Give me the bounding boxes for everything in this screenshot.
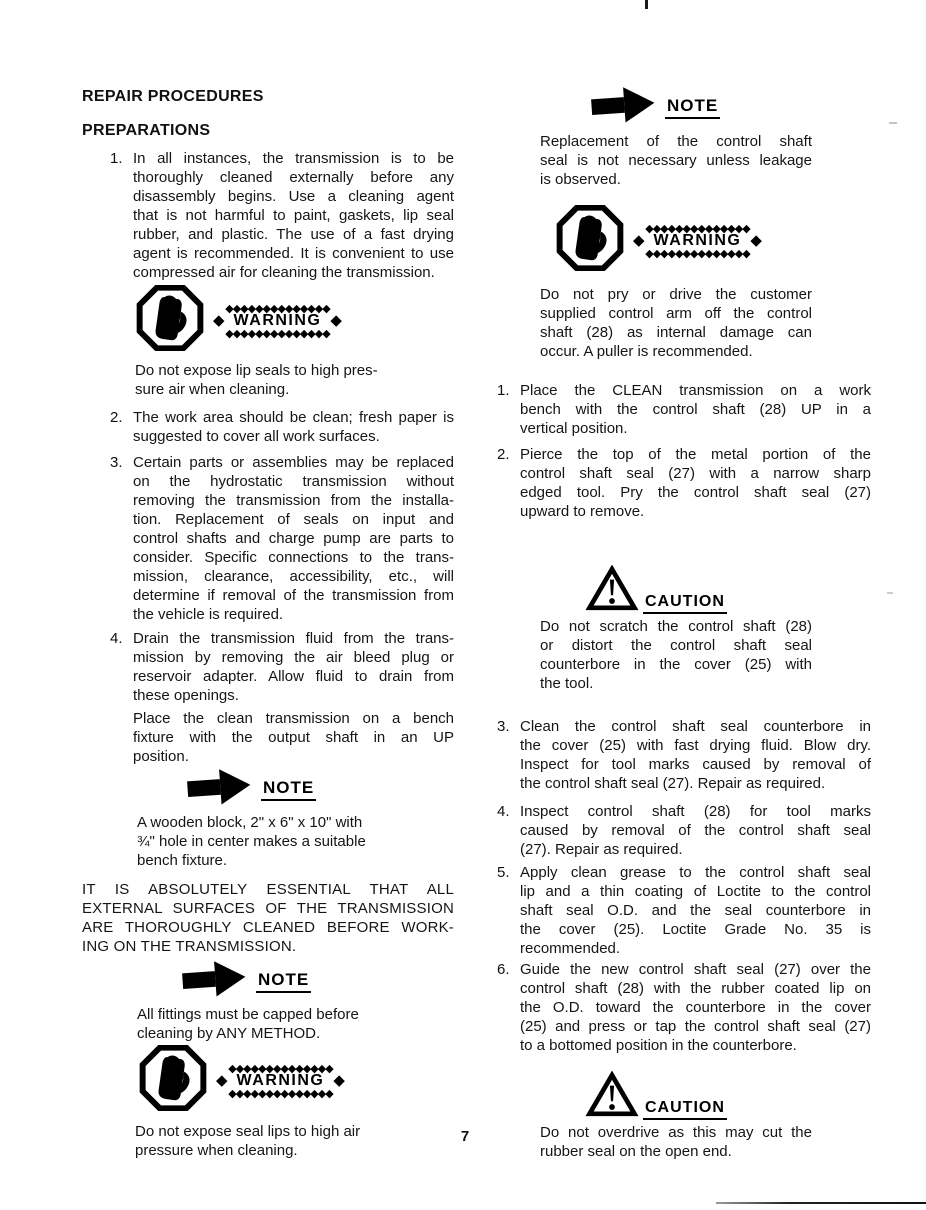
text-line: Do not scratch the control shaft (28) — [540, 618, 812, 635]
note-text — [137, 813, 417, 870]
text-line: ING ON THE TRANSMISSION. — [82, 938, 297, 955]
text-line: position. — [133, 748, 189, 765]
text-line: consider. Specific connections to the trans- — [133, 549, 454, 566]
text-line: thoroughly cleaned externally before any — [133, 169, 454, 186]
warning-octagon-hand-icon — [555, 205, 625, 276]
text-line: recommended. — [520, 940, 621, 957]
text-line: the vehicle is required. — [133, 606, 284, 623]
text-line: that is not harmful to paint, gaskets, lip seal — [133, 207, 454, 224]
text-line: The work area should be clean; fresh paper is — [133, 409, 454, 426]
diamond-icon: ◆ — [216, 1071, 228, 1089]
caution-text — [540, 617, 812, 693]
text-line: Clean the control shaft seal counterbore in — [520, 718, 871, 735]
list-item — [497, 717, 871, 793]
warning-label-box — [633, 221, 762, 260]
text-line: fixture with the output shaft in an UP — [133, 729, 454, 746]
diamond-border: ◆◆◆◆◆◆◆◆◆◆◆◆◆◆ — [645, 246, 750, 260]
section-title: REPAIR PROCEDURES — [82, 88, 264, 105]
text-line: (25) and press or tap the control shaft seal (27) — [520, 1018, 871, 1035]
caution-label: CAUTION — [643, 593, 727, 614]
warning-label: WARNING — [233, 311, 322, 329]
list-number: 1. — [497, 382, 510, 399]
text-line: shaft (28) as internal damage can — [540, 324, 812, 341]
text-line: sure air when cleaning. — [135, 381, 290, 398]
note-label: NOTE — [665, 96, 720, 119]
list-number: 3. — [497, 718, 510, 735]
text-line: or distort the control shaft seal — [540, 637, 812, 654]
diamond-border: ◆◆◆◆◆◆◆◆◆◆◆◆◆◆ — [228, 1086, 333, 1100]
diamond-icon: ◆ — [633, 231, 645, 249]
scan-line-bottom — [716, 1202, 926, 1204]
warning-label: WARNING — [653, 231, 742, 249]
note-block — [178, 960, 454, 1003]
paragraph — [133, 709, 454, 766]
text-line: mission by removing the air bleed plug or — [133, 649, 454, 666]
text-line: the tool. — [540, 675, 594, 692]
text-line: mission, clearance, accessibility, etc., will — [133, 568, 454, 585]
text-line: ARE THOROUGHLY CLEANED BEFORE WORK- — [82, 919, 454, 936]
list-number: 4. — [497, 803, 510, 820]
list-item — [497, 445, 871, 521]
text-line: the O.D. toward the counterbore in the cover — [520, 999, 871, 1016]
subsection-title: PREPARATIONS — [82, 122, 211, 139]
scan-tick-mark — [645, 0, 648, 9]
caution-text — [540, 1123, 812, 1161]
text-line: Pierce the top of the metal portion of the — [520, 446, 871, 463]
warning-octagon-hand-icon — [138, 1045, 208, 1116]
list-item — [110, 629, 454, 705]
text-line: All fittings must be capped before — [137, 1006, 359, 1023]
text-line: agent is recommended. It is convenient to use — [133, 245, 454, 262]
list-item — [497, 802, 871, 859]
text-line: Inspect control shaft (28) for tool marks — [520, 803, 871, 820]
text-line: Certain parts or assemblies may be replaced — [133, 454, 454, 471]
warning-label-box — [213, 301, 342, 340]
warning-octagon-hand-icon — [135, 285, 205, 356]
list-number: 4. — [110, 630, 123, 647]
text-line: EXTERNAL SURFACES OF THE TRANSMISSION — [82, 900, 454, 917]
scan-speck — [887, 592, 893, 594]
list-item — [110, 408, 454, 446]
text-line: is observed. — [540, 171, 621, 188]
text-line: reservoir adapter. Allow fluid to drain from — [133, 668, 454, 685]
list-item — [497, 960, 871, 1055]
caution-triangle-icon — [585, 1071, 639, 1123]
text-line: Drain the transmission fluid from the trans- — [133, 630, 454, 647]
warning-block — [138, 1045, 454, 1116]
note-block — [587, 86, 871, 129]
text-line: (27). Repair as required. — [520, 841, 683, 858]
text-line: ¾" hole in center makes a suitable — [137, 833, 366, 850]
text-line: vertical position. — [520, 420, 628, 437]
note-arrow-icon — [587, 86, 659, 129]
text-line: Do not overdrive as this may cut the — [540, 1124, 812, 1141]
list-number: 1. — [110, 150, 123, 167]
text-line: Place the clean transmission on a bench — [133, 710, 454, 727]
list-item — [110, 453, 454, 624]
text-line: bench with the control shaft (28) UP in a — [520, 401, 871, 418]
text-line: lip and a thin coating of Loctite to the control — [520, 883, 871, 900]
text-line: to a bottomed position in the counterbore. — [520, 1037, 797, 1054]
diamond-icon: ◆ — [213, 311, 225, 329]
text-line: disassembly begins. Use a cleaning agent — [133, 188, 454, 205]
list-number: 6. — [497, 961, 510, 978]
warning-block — [555, 205, 871, 276]
emphasis-paragraph — [82, 880, 454, 956]
list-number: 2. — [497, 446, 510, 463]
diamond-icon: ◆ — [333, 1071, 345, 1089]
note-label: NOTE — [261, 778, 316, 801]
text-line: seal is not necessary unless leakage — [540, 152, 812, 169]
diamond-border: ◆◆◆◆◆◆◆◆◆◆◆◆◆◆ — [645, 221, 750, 235]
list-item — [497, 863, 871, 958]
text-line: determine if removal of the transmission from — [133, 587, 454, 604]
text-line: Replacement of the control shaft — [540, 133, 812, 150]
text-line: these openings. — [133, 687, 239, 704]
text-line: tion. Replacement of seals on input and — [133, 511, 454, 528]
warning-block — [135, 285, 454, 356]
caution-block — [585, 565, 871, 617]
text-line: IT IS ABSOLUTELY ESSENTIAL THAT ALL — [82, 881, 454, 898]
scan-speck — [889, 122, 897, 124]
list-number: 3. — [110, 454, 123, 471]
note-label: NOTE — [256, 970, 311, 993]
text-line: Guide the new control shaft seal (27) over the — [520, 961, 871, 978]
text-line: the cover (25) with fast drying fluid. Blow dry. — [520, 737, 871, 754]
diamond-border: ◆◆◆◆◆◆◆◆◆◆◆◆◆◆ — [225, 326, 330, 340]
list-item — [497, 381, 871, 438]
list-number: 5. — [497, 864, 510, 881]
text-line: suggested to cover all work surfaces. — [133, 428, 380, 445]
caution-label: CAUTION — [643, 1099, 727, 1120]
text-line: Do not expose lip seals to high pres- — [135, 362, 378, 379]
text-line: compressed air for cleaning the transmission. — [133, 264, 435, 281]
diamond-icon: ◆ — [330, 311, 342, 329]
text-line: occur. A puller is recommended. — [540, 343, 753, 360]
note-text — [540, 132, 812, 189]
text-line: control shaft (28) with the rubber coated lip on — [520, 980, 871, 997]
list-item — [110, 149, 454, 282]
text-line: Apply clean grease to the control shaft seal — [520, 864, 871, 881]
diamond-icon: ◆ — [750, 231, 762, 249]
text-line: cleaning by ANY METHOD. — [137, 1025, 321, 1042]
text-line: rubber seal on the open end. — [540, 1143, 732, 1160]
page-number: 7 — [460, 1128, 470, 1145]
text-line: Do not expose seal lips to high air — [135, 1123, 361, 1140]
text-line: removing the transmission from the installa- — [133, 492, 454, 509]
text-line: the control shaft seal (27). Repair as required. — [520, 775, 826, 792]
caution-triangle-icon — [585, 565, 639, 617]
text-line: pressure when cleaning. — [135, 1142, 298, 1159]
text-line: upward to remove. — [520, 503, 645, 520]
note-arrow-icon — [178, 960, 250, 1003]
text-line: control shafts and charge pump are parts to — [133, 530, 454, 547]
note-block — [183, 768, 454, 811]
text-line: Inspect for tool marks caused by removal of — [520, 756, 871, 773]
text-line: control shaft seal (27) with a narrow sharp — [520, 465, 871, 482]
text-line: bench fixture. — [137, 852, 228, 869]
note-arrow-icon — [183, 768, 255, 811]
warning-text — [135, 361, 417, 399]
list-number: 2. — [110, 409, 123, 426]
text-line: edged tool. Pry the control shaft seal (27) — [520, 484, 871, 501]
text-line: Place the CLEAN transmission on a work — [520, 382, 871, 399]
right-column — [497, 86, 871, 1161]
left-column — [82, 88, 454, 1160]
diamond-border: ◆◆◆◆◆◆◆◆◆◆◆◆◆◆ — [228, 1061, 333, 1075]
caution-block — [585, 1071, 871, 1123]
warning-label-box — [216, 1061, 345, 1100]
text-line: Do not pry or drive the customer — [540, 286, 812, 303]
warning-label: WARNING — [236, 1071, 325, 1089]
text-line: counterbore in the cover (25) with — [540, 656, 812, 673]
text-line: In all instances, the transmission is to be — [133, 150, 454, 167]
text-line: A wooden block, 2" x 6" x 10" with — [137, 814, 363, 831]
note-text — [137, 1005, 417, 1043]
text-line: the cover (25). Loctite Grade No. 35 is — [520, 921, 871, 938]
diamond-border: ◆◆◆◆◆◆◆◆◆◆◆◆◆◆ — [225, 301, 330, 315]
text-line: on the hydrostatic transmission without — [133, 473, 454, 490]
warning-text — [135, 1122, 417, 1160]
text-line: caused by removal of the control shaft seal — [520, 822, 871, 839]
text-line: shaft seal O.D. and the seal counterbore in — [520, 902, 871, 919]
text-line: rubber, and plastic. The use of a fast drying — [133, 226, 454, 243]
warning-text — [540, 285, 812, 361]
text-line: supplied control arm off the control — [540, 305, 812, 322]
